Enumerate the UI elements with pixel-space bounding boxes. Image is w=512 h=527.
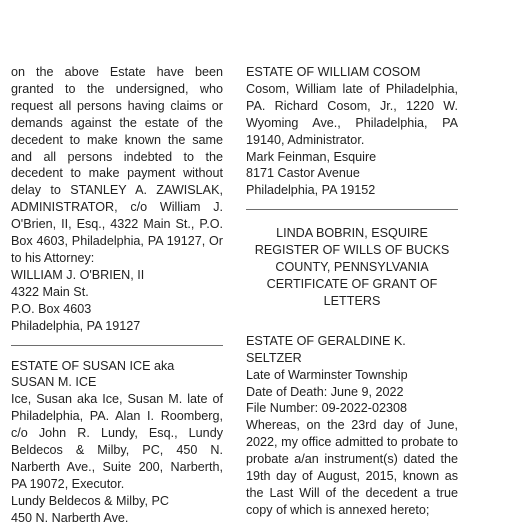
notice-heading: SUSAN M. ICE <box>11 375 97 390</box>
divider <box>246 209 458 210</box>
notice-heading: SELTZER <box>246 350 302 365</box>
attorney-address <box>11 267 223 335</box>
register-line: LETTERS <box>323 293 381 308</box>
address-line: 450 N. Narberth Ave. <box>11 510 129 525</box>
address-line: WILLIAM J. O'BRIEN, II <box>11 267 145 282</box>
divider <box>11 345 223 346</box>
address-line: Philadelphia, PA 19152 <box>246 183 376 198</box>
notice-seltzer <box>246 333 458 519</box>
notice-body: Ice, Susan aka Ice, Susan M. late of Philadelphia, PA. Alan I. Roomberg, c/o John R. Lundy, Esq., Lundy Beldecos & Milby, PC, 450 N. Narberth Ave., Suite 200, Narberth, PA 19072, Executor. <box>11 392 223 491</box>
address-line: Philadelphia, PA 19127 <box>11 318 141 333</box>
notice-heading: ESTATE OF GERALDINE K. <box>246 333 406 348</box>
notice-body: on the above Estate have been granted to the undersigned, who request all persons having claims or demands against the estate of the decedent to make known the same and all persons indebted to the decedent to make payment without delay to STANLEY A. ZAWISLAK, ADMINISTRATOR, c/o William J. O'Brien, II, Esq., 4322 Main St., P.O. Box 4603, Philadelphia, PA 19127, Or to his Attorney: <box>11 65 223 265</box>
notice-body: Cosom, William late of Philadelphia, PA. Richard Cosom, Jr., 1220 W. Wyoming Ave., Philadelphia, PA 19140, Administrator. <box>246 81 458 147</box>
notice-zawislak <box>11 0 223 335</box>
register-of-wills-notice <box>246 225 458 310</box>
register-line: COUNTY, PENNSYLVANIA <box>275 260 429 275</box>
left-column <box>11 0 223 527</box>
right-column <box>246 0 458 519</box>
address-line: Lundy Beldecos & Milby, PC <box>11 493 169 508</box>
address-line: 4322 Main St. <box>11 284 89 299</box>
notice-detail: Date of Death: June 9, 2022 <box>246 384 404 399</box>
notice-heading: ESTATE OF WILLIAM COSOM <box>246 65 421 79</box>
notice-heading: ESTATE OF SUSAN ICE aka <box>11 358 175 373</box>
notice-detail: Late of Warminster Township <box>246 367 408 382</box>
register-line: LINDA BOBRIN, ESQUIRE <box>276 226 428 241</box>
notice-body: Whereas, on the 23rd day of June, 2022, my office admitted to probate to probate a/an instrument(s) dated the 19th day of August, 2015, known as the Last Will of the decedent a true copy of which is annexed hereto; <box>246 418 458 517</box>
register-line: REGISTER OF WILLS OF BUCKS <box>254 243 450 258</box>
address-line: 8171 Castor Avenue <box>246 166 360 181</box>
notice-detail: File Number: 09-2022-02308 <box>246 401 408 416</box>
notice-cosom <box>246 0 458 199</box>
address-line: Mark Feinman, Esquire <box>246 149 377 164</box>
register-line: CERTIFICATE OF GRANT OF <box>266 276 438 291</box>
notice-susan-ice <box>11 358 223 527</box>
address-line: P.O. Box 4603 <box>11 301 92 316</box>
